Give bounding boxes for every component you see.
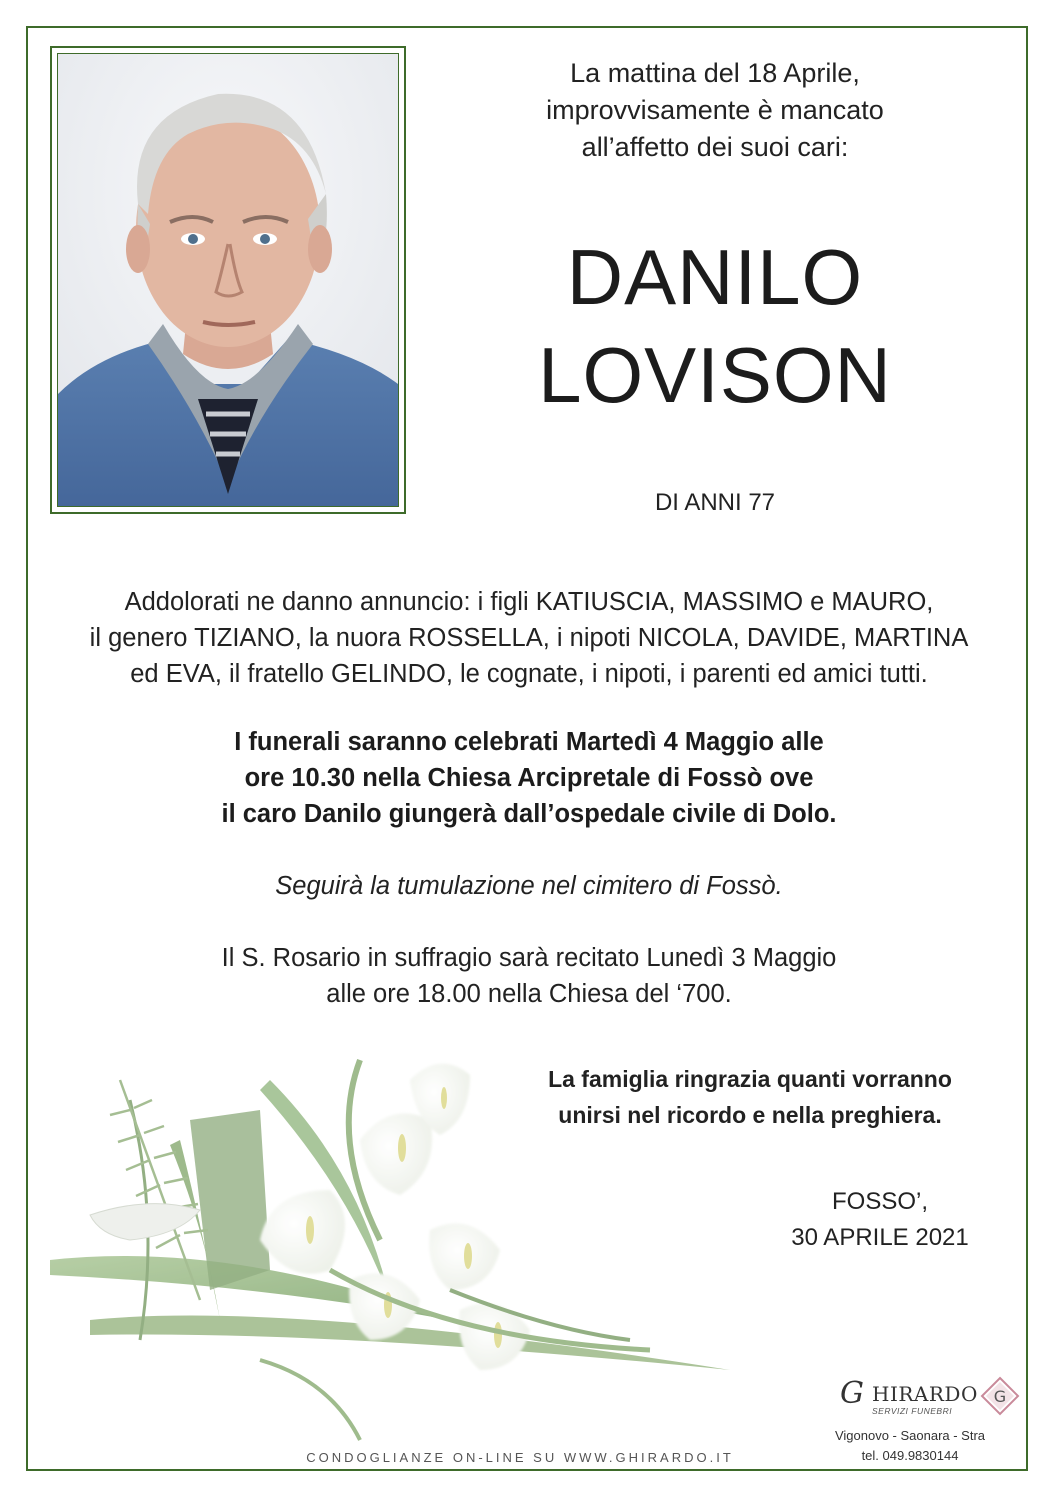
announcement-line: ed EVA, il fratello GELINDO, le cognate, i nipoti, i parenti ed amici tutti. [130,660,928,688]
phone-text: tel. 049.9830144 [861,1448,959,1463]
portrait-frame [50,46,406,514]
thanks-text [480,1061,1020,1133]
age-text: DI ANNI 77 [654,489,776,516]
logo-name: HIRARDO [872,1382,978,1406]
logo-mark-letter: G [993,1387,1007,1406]
funeral-home-logo [834,1376,1024,1426]
funeral-line: ore 10.30 nella Chiesa Arcipretale di Fossò ove [244,764,814,792]
deceased-name [470,228,960,424]
announcement-line: Addolorati ne danno annuncio: i figli KATIUSCIA, MASSIMO e MAURO, [124,588,934,616]
thanks-line: La famiglia ringrazia quanti vorranno [548,1066,952,1092]
funeral-line: il caro Danilo giungerà dall’ospedale civile di Dolo. [221,800,837,828]
intro-line: all’affetto dei suoi cari: [581,132,849,162]
rosary-line: Il S. Rosario in suffragio sarà recitato Lunedì 3 Maggio [221,944,837,972]
thanks-line: unirsi nel ricordo e nella preghiera. [558,1102,942,1128]
funeral-line: I funerali saranno celebrati Martedì 4 Maggio alle [234,728,824,756]
logo-initial: G [840,1376,864,1411]
funeral-text [40,724,1018,832]
logo-subtitle: SERVIZI FUNEBRI [872,1406,953,1416]
locations-text: Vigonovo - Saonara - Stra [834,1428,986,1443]
portrait-photo-icon [57,53,399,507]
contact-info [800,1426,1020,1466]
first-name: DANILO [566,233,864,321]
diamond-g-logo-icon [980,1376,1020,1416]
last-name: LOVISON [538,331,892,419]
burial-text: Seguirà la tumulazione nel cimitero di Fossò. [275,872,783,900]
date-text: 30 APRILE 2021 [791,1224,969,1251]
place-date [760,1184,1000,1256]
announcement-line: il genero TIZIANO, la nuora ROSSELLA, i nipoti NICOLA, DAVIDE, MARTINA [89,624,969,652]
place-text: FOSSO’, [831,1188,928,1215]
intro-line: La mattina del 18 Aprile, [570,58,860,88]
rosary-line: alle ore 18.00 nella Chiesa del ‘700. [326,980,732,1008]
intro-text [470,55,960,166]
rosary-text [40,940,1018,1012]
condolences-link[interactable]: CONDOGLIANZE ON-LINE SU WWW.GHIRARDO.IT [306,1450,734,1465]
announcement-text [40,584,1018,692]
intro-line: improvvisamente è mancato [546,95,884,125]
